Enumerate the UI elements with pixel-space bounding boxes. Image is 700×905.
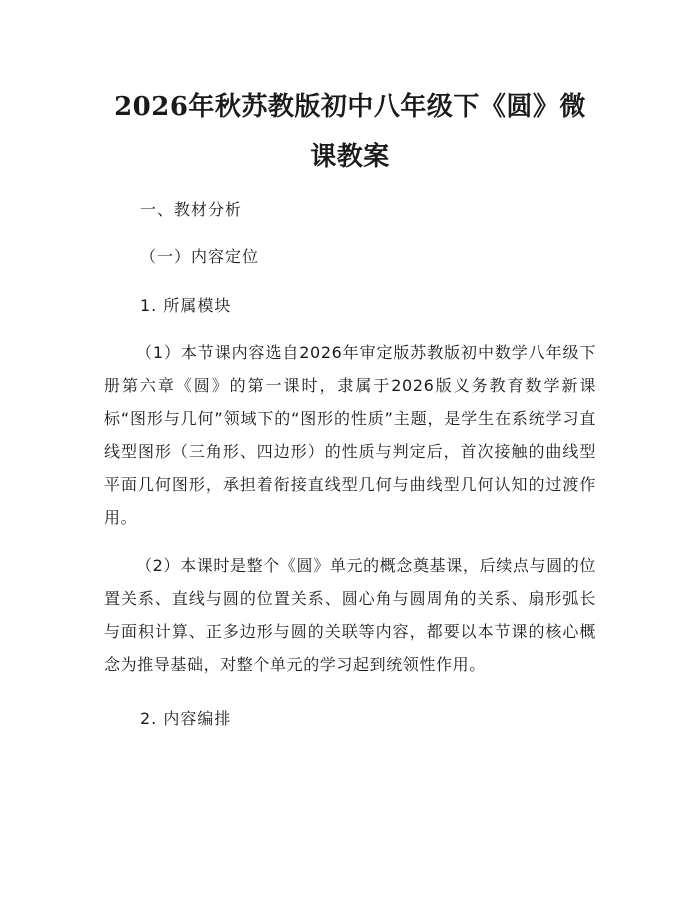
document-title: 2026年秋苏教版初中八年级下《圆》微课教案 [114, 92, 586, 172]
body-paragraph-2: （2）本课时是整个《圆》单元的概念奠基课，后续点与圆的位置关系、直线与圆的位置关系、圆心角与圆周角的关系、扇形弧长与面积计算、正多边形与圆的关联等内容，都要以本节课的核心概念为推导基础，对整个单元的学习起到统领性作用。 [104, 556, 596, 674]
item-heading-module: 1. 所属模块 [140, 296, 232, 315]
section-heading: 一、教材分析 [140, 200, 243, 219]
subsection-heading: （一）内容定位 [140, 247, 260, 266]
item-heading-arrangement: 2. 内容编排 [140, 709, 232, 728]
body-paragraph-1: （1）本节课内容选自2026年审定版苏教版初中数学八年级下册第六章《圆》的第一课时，隶属于2026版义务教育数学新课标“图形与几何”领域下的“图形的性质”主题，是学生在系统学习直线型图形（三角形、四边形）的性质与判定后，首次接触的曲线型平面几何图形，承担着衔接直线型几何与曲线型几何认知的过渡作用。 [104, 343, 596, 527]
